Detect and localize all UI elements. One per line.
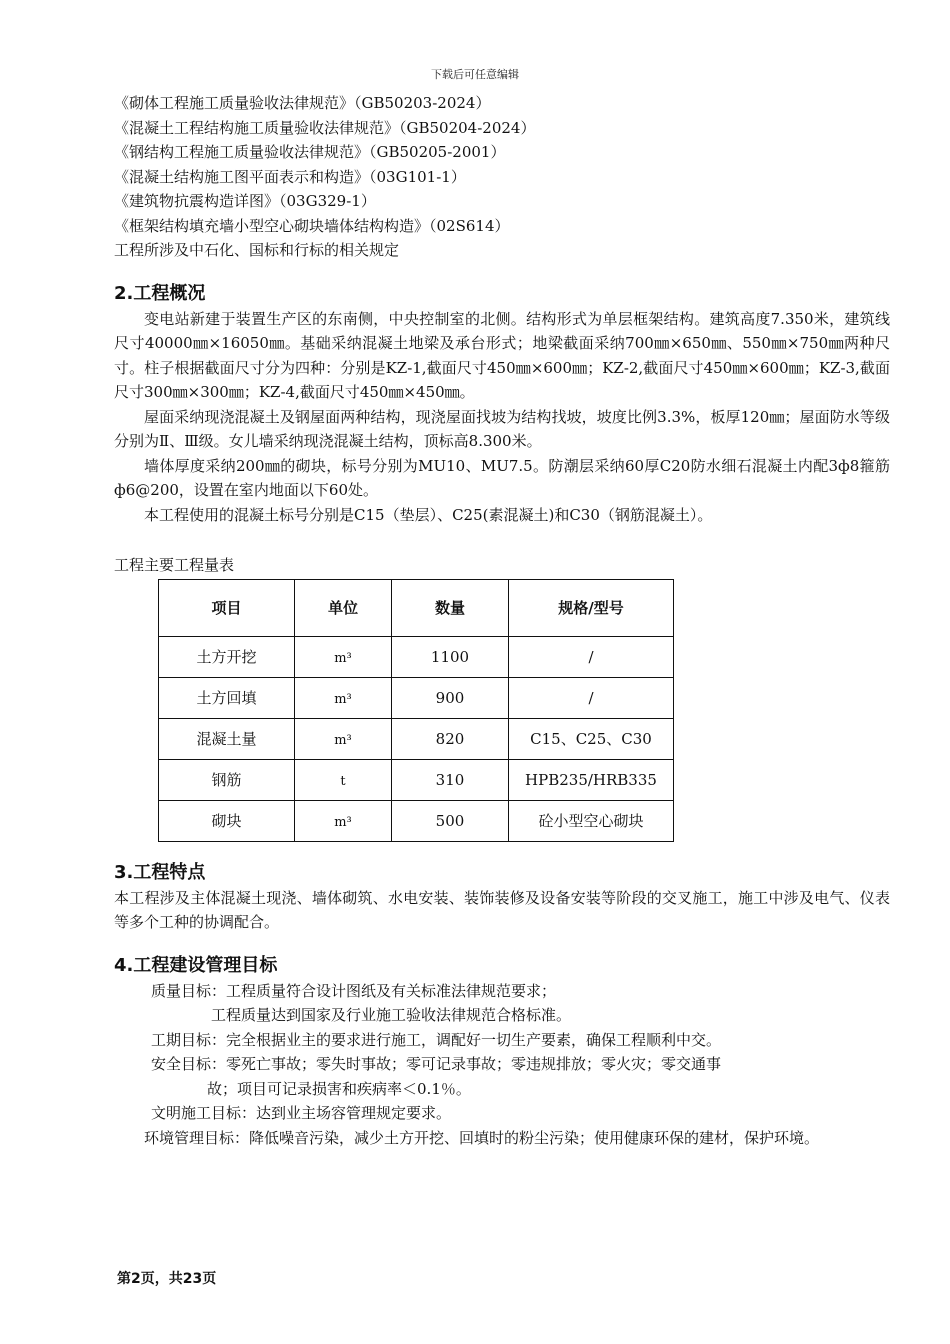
environment-goal: 环境管理目标：降低噪音污染，减少土方开挖、回填时的粉尘污染；使用健康环保的建材，保护环境。: [144, 1128, 820, 1147]
table-cell: [295, 800, 392, 841]
overview-paragraph: 墙体厚度采纳200㎜的砌块，标号分别为MU10、MU7.5。防潮层采纳60厚C20防水细石混凝土内配3ф8箍筋ф6@200，设置在室内地面以下60处。: [114, 456, 890, 499]
table-row: [159, 677, 674, 718]
section-4-title: 4.工程建设管理目标: [114, 954, 278, 976]
reference-item: 《钢结构工程施工质量验收法律规范》（GB50205-2001）: [114, 143, 506, 161]
page-content: [114, 91, 890, 1150]
safety-goal: 安全目标：零死亡事故；零失时事故；零可记录事故；零违规排放；零火灾；零交通事: [151, 1055, 722, 1073]
table-cell: /: [509, 677, 674, 718]
table-cell: HPB235/HRB335: [509, 759, 674, 800]
unit-text: m³: [334, 650, 352, 666]
unit-text: m³: [334, 814, 352, 830]
reference-item: 《建筑物抗震构造详图》（03G329-1）: [114, 192, 376, 210]
table-cell: 1100: [392, 636, 509, 677]
table-header-cell: 规格/型号: [509, 579, 674, 636]
overview-paragraph: 本工程使用的混凝土标号分别是C15（垫层）、C25(素混凝土)和C30（钢筋混凝土）。: [144, 505, 713, 524]
safety-goal-continued: 故；项目可记录损害和疾病率＜0.1％。: [207, 1079, 471, 1098]
reference-item: 《混凝土结构施工图平面表示和构造》（03G101-1）: [114, 167, 466, 186]
section-3-title: 3.工程特点: [114, 861, 206, 883]
table-cell: 土方开挖: [159, 636, 295, 677]
reference-list: [114, 91, 890, 263]
table-cell: [295, 759, 392, 800]
table-cell: 砌块: [159, 800, 295, 841]
reference-item: 《混凝土工程结构施工质量验收法律规范》（GB50204-2024）: [114, 118, 536, 137]
quantity-table: [158, 579, 674, 842]
table-cell: [295, 718, 392, 759]
table-cell: 钢筋: [159, 759, 295, 800]
table-cell: 土方回填: [159, 677, 295, 718]
table-header-cell: 项目: [159, 579, 295, 636]
table-header-cell: 数量: [392, 579, 509, 636]
page-number-footer: 第2页，共23页: [117, 1271, 217, 1287]
reference-item: 《框架结构填充墙小型空心砌块墙体结构构造》（02S614）: [114, 216, 510, 235]
table-header-cell: 单位: [295, 579, 392, 636]
table-row: [159, 759, 674, 800]
civilized-construction-goal: 文明施工目标：达到业主场容管理规定要求。: [151, 1104, 452, 1122]
reference-item: 工程所涉及中石化、国标和行标的相关规定: [114, 241, 400, 259]
features-paragraph: 本工程涉及主体混凝土现浇、墙体砌筑、水电安装、装饰装修及设备安装等阶段的交叉施工，施工中涉及电气、仪表等多个工种的协调配合。: [114, 888, 890, 931]
table-cell: [295, 636, 392, 677]
table-cell: 310: [392, 759, 509, 800]
table-header-row: [159, 579, 674, 636]
table-caption: 工程主要工程量表: [114, 556, 235, 574]
overview-paragraph: 变电站新建于装置生产区的东南侧，中央控制室的北侧。结构形式为单层框架结构。建筑高度7.350米，建筑线尺寸40000㎜×16050㎜。基础采纳混凝土地梁及承台形式；地梁截面采纳700㎜×650㎜、550㎜×750㎜两种尺寸。柱子根据截面尺寸分为四种：分别是KZ-1,截面尺寸450㎜×600㎜；KZ-2,截面尺寸450㎜×600㎜；KZ-3,截面尺寸300㎜×300㎜；KZ-4,截面尺寸450㎜×450㎜。: [114, 309, 890, 401]
table-row: [159, 636, 674, 677]
table-cell: C15、C25、C30: [509, 718, 674, 759]
unit-text: m³: [334, 732, 352, 748]
section-2-title: 2.工程概况: [114, 282, 206, 304]
table-row: [159, 800, 674, 841]
table-cell: [295, 677, 392, 718]
reference-item: 《砌体工程施工质量验收法律规范》（GB50203-2024）: [114, 94, 491, 112]
table-cell: 混凝土量: [159, 718, 295, 759]
unit-text: m³: [334, 691, 352, 707]
quality-goal: 质量目标：工程质量符合设计图纸及有关标准法律规范要求；: [151, 981, 557, 1000]
unit-text: t: [340, 773, 346, 789]
schedule-goal: 工期目标：完全根据业主的要求进行施工，调配好一切生产要素，确保工程顺利中交。: [151, 1030, 722, 1049]
overview-paragraph: 屋面采纳现浇混凝土及钢屋面两种结构，现浇屋面找坡为结构找坡，坡度比例3.3%，板厚120㎜；屋面防水等级分别为Ⅱ、Ⅲ级。女儿墙采纳现浇混凝土结构，顶标高8.300米。: [114, 407, 890, 450]
table-cell: 900: [392, 677, 509, 718]
table-cell: 820: [392, 718, 509, 759]
table-cell: /: [509, 636, 674, 677]
table-cell: 砼小型空心砌块: [509, 800, 674, 841]
table-row: [159, 718, 674, 759]
table-cell: 500: [392, 800, 509, 841]
quality-goal-continued: 工程质量达到国家及行业施工验收法律规范合格标准。: [211, 1006, 572, 1024]
header-note: 下载后可任意编辑: [431, 68, 519, 81]
